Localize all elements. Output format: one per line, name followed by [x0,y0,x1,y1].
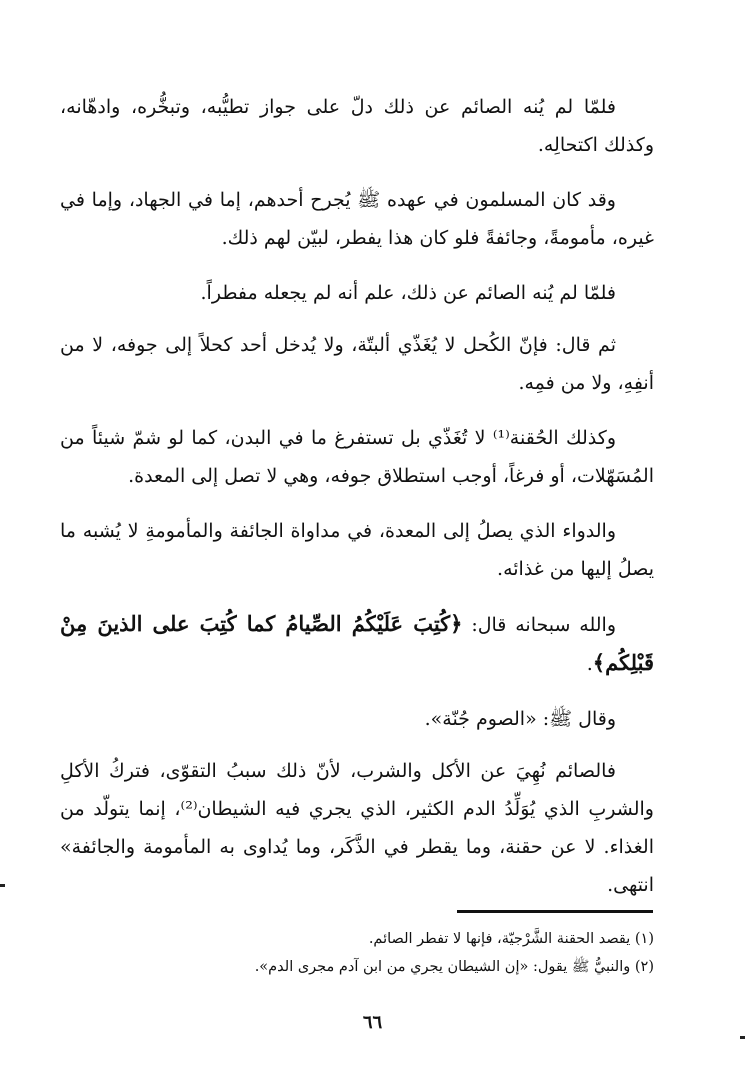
paragraph-1: فلمّا لم يُنه الصائم عن ذلك دلّ على جواز تطيُّبه، وتبخُّره، وادهّانه، وكذلك اكتحالِه. [60,96,654,156]
quran-end: . [586,653,593,675]
quran-intro: والله سبحانه قال: [462,614,616,636]
hadith-paragraph: وقال ﷺ: «الصوم جُنّة». [424,708,616,730]
footnote-2: (٢) والنبيُّ ﷺ يقول: «إن الشيطان يجري من ابن آدم مجرى الدم». [254,959,654,975]
paragraph-6: والدواء الذي يصلُ إلى المعدة، في مداواة الجائفة والمأمومةِ لا يُشبه ما يصلُ إليها من غذائه. [60,520,654,580]
quran-paragraph [60,605,654,683]
paragraph-4: ثم قال: فإنّ الكُحل لا يُغَذّي ألبتّة، ولا يُدخل أحد كحلاً إلى جوفه، لا من أنفِهِ، ولا من فمِه. [60,334,654,394]
left-edge-mark [0,884,5,887]
paragraph-5: وكذلك الحُقنة⁽¹⁾ لا تُغَذّي بل تستفرغ ما في البدن، كما لو شمّ شيئاً من المُسَهّلات، أو فرغاً، أوجب استطلاق جوفه، وهي لا تصل إلى المعدة. [60,427,654,487]
footnote-1: (١) يقصد الحقنة الشَّرْجيّة، فإنها لا تفطر الصائم. [368,931,654,947]
quran-verse: ﴿كُتِبَ عَلَيْكُمُ الصِّيامُ كما كُتِبَ على الذينَ مِنْ قَبْلِكُم﴾ [60,611,654,675]
final-paragraph: فالصائم نُهِيَ عن الأكل والشرب، لأنّ ذلك سببُ التقوّى، فتركُ الأكلِ والشربِ الذي يُوَلِّدُ الدم الكثير، الذي يجري فيه الشيطان⁽²⁾، إنما يتولّد من الغذاء. لا عن حقنة، وما يقطر في الذَّكَر، وما يُداوى به المأمومة والجائفة» انتهى. [60,760,654,896]
page-number: ٦٦ [362,1012,383,1033]
footnote-separator [457,910,653,913]
main-text [60,88,654,921]
paragraph-3: فلمّا لم يُنه الصائم عن ذلك، علم أنه لم يجعله مفطراً. [200,282,616,304]
footnotes [60,926,654,982]
right-edge-mark [740,1036,745,1039]
paragraph-2: وقد كان المسلمون في عهده ﷺ يُجرح أحدهم، إما في الجهاد، وإما في غيره، مأمومةً، وجائفةً فلو كان هذا يفطر، لبيّن لهم ذلك. [60,189,654,249]
